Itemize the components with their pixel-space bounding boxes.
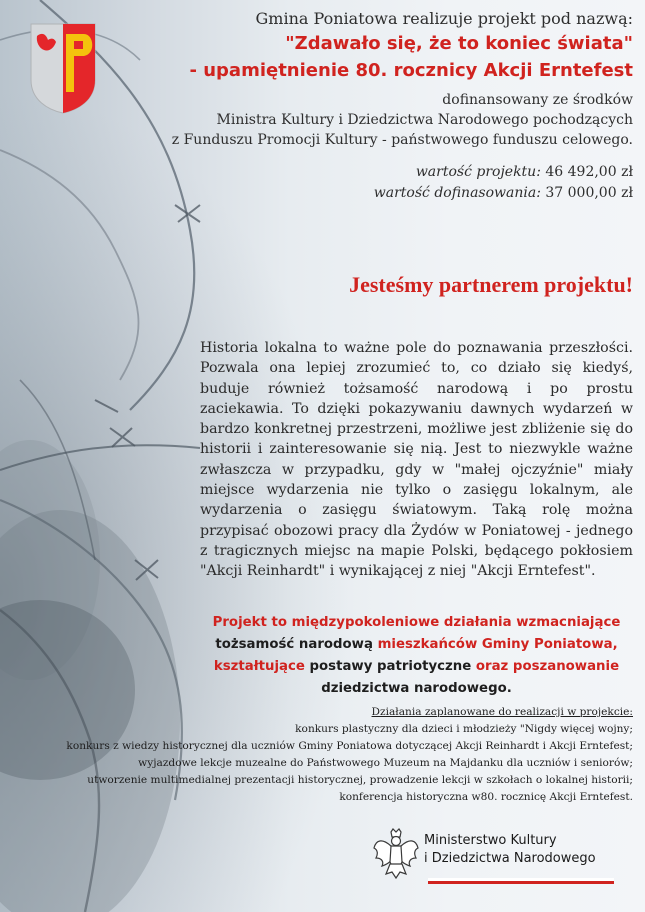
- activity-item: konkurs z wiedzy historycznej dla uczniów Gminy Poniatowa dotyczącej Akcji Reinhardt i Akcji Erntefest;: [66, 739, 633, 752]
- activity-item: wyjazdowe lekcje muzealne do Państwowego Muzeum na Majdanku dla uczniów i seniorów;: [138, 756, 633, 769]
- activity-item: utworzenie multimedialnej prezentacji historycznej, prowadzenie lekcji w szkołach o lokalnej historii;: [87, 773, 633, 786]
- goal-part-6: oraz poszanowanie: [475, 659, 620, 674]
- project-value: 46 492,00 zł: [545, 164, 633, 180]
- ministry-name-line-1: Ministerstwo Kultury: [424, 833, 557, 848]
- planned-activities: [8, 704, 633, 805]
- goal-part-7: dziedzictwa narodowego.: [321, 681, 512, 696]
- funding-value-label: wartość dofinasowania:: [373, 185, 541, 201]
- activities-heading: Działania zaplanowane do realizacji w projekcie:: [371, 706, 633, 718]
- project-value-label: wartość projektu:: [415, 164, 541, 180]
- funding-value-row: [73, 183, 633, 204]
- polish-flag-bar: [428, 878, 614, 884]
- history-paragraph: Historia lokalna to ważne pole do poznawania przeszłości. Pozwala ona lepiej zrozumieć to, co działo się kiedyś, buduje również tożsamość narodową i po prostu zaciekawia. To dzięki pokazywaniu dawnych wydarzeń w bardzo konkretnej przestrzeni, możliwe jest zbliżenie się do historii i zainteresowanie się nią. Jest to niezwykle ważne zwłaszcza w przypadku, gdy w "małej ojczyźnie" miały miejsce wydarzenia nie tylko o zasięgu lokalnym, ale wydarzenia o zasięgu światowym. Taką rolę można przypisać obozowi pracy dla Żydów w Poniatowej - jednego z tragicznych miejsc na mapie Polski, będącego pokłosiem "Akcji Reinhardt" i wynikającej z niej "Akcji Erntefest".: [200, 340, 633, 580]
- funding-line-3: z Funduszu Promocji Kultury - państwowego funduszu celowego.: [171, 132, 633, 148]
- goal-part-4: kształtujące: [213, 659, 305, 674]
- project-goal: [200, 612, 633, 700]
- white-eagle-icon: [372, 828, 420, 882]
- ministry-name-line-2: i Dziedzictwa Narodowego: [424, 851, 596, 866]
- goal-part-5: postawy patriotyczne: [309, 659, 472, 674]
- project-header: [73, 8, 633, 204]
- funding-line-2: Ministra Kultury i Dziedzictwa Narodowego pochodzących: [216, 112, 633, 128]
- flag-red-stripe: [428, 881, 614, 884]
- project-intro: Gmina Poniatowa realizuje projekt pod nazwą:: [255, 9, 633, 28]
- goal-part-2: tożsamość narodową: [215, 637, 373, 652]
- project-value-row: [73, 162, 633, 183]
- activity-item: konkurs plastyczny dla dzieci i młodzieży "Nigdy więcej wojny;: [295, 722, 633, 735]
- funding-value: 37 000,00 zł: [545, 185, 633, 201]
- project-title-line-2: - upamiętnienie 80. rocznicy Akcji Erntefest: [189, 60, 633, 81]
- project-values: [73, 162, 633, 204]
- funding-source: [73, 90, 633, 150]
- project-title-line-1: "Zdawało się, że to koniec świata": [285, 33, 633, 54]
- ministry-logo: [372, 828, 622, 890]
- goal-part-3: mieszkańców Gminy Poniatowa,: [377, 637, 618, 652]
- partner-heading: Jesteśmy partnerem projektu!: [349, 272, 633, 297]
- activity-item: konferencja historyczna w80. rocznicę Akcji Erntefest.: [339, 790, 633, 803]
- ministry-name: [424, 832, 596, 868]
- funding-line-1: dofinansowany ze środków: [442, 92, 633, 108]
- goal-part-1: Projekt to międzypokoleniowe działania wzmacniające: [212, 615, 621, 630]
